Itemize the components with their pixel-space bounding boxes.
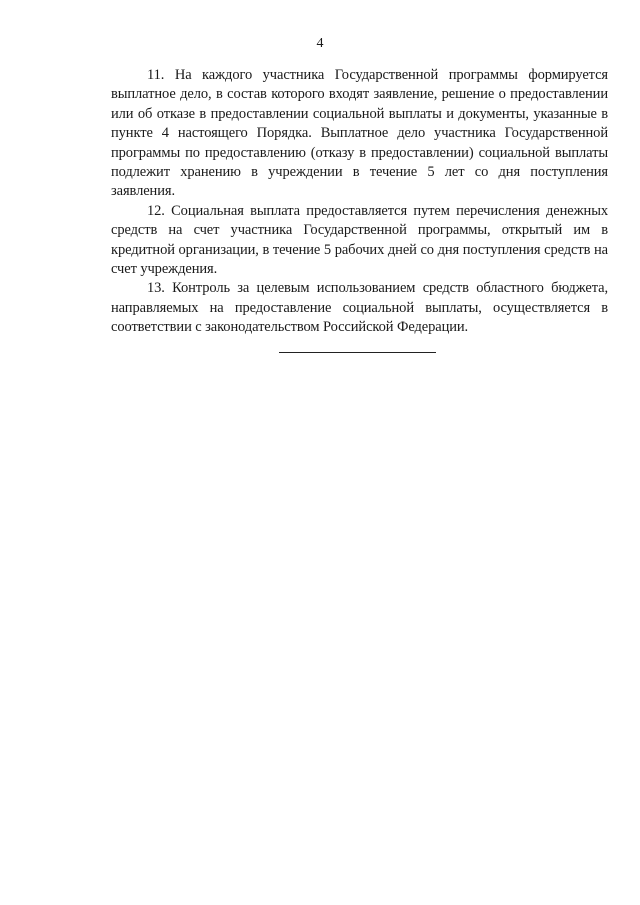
paragraph-13: 13. Контроль за целевым использованием средств областного бюджета, направляемых на предоставление социальной выплаты, осуществляется в соответствии с законодательством Российской Федерации. — [111, 280, 608, 336]
end-of-document-rule — [279, 352, 436, 353]
paragraph-11: 11. На каждого участника Государственной программы формируется выплатное дело, в состав которого входят заявление, решение о предоставлении или об отказе в предоставлении социальной выплаты и документы, указанные в пункте 4 настоящего Порядка. Выплатное дело участника Государственной программы по предоставлению (отказу в предоставлении) социальной выплаты подлежит хранению в учреждении в течение 5 лет со дня поступления заявления. — [111, 67, 608, 200]
page-number: 4 — [316, 36, 324, 51]
paragraph-12: 12. Социальная выплата предоставляется путем перечисления денежных средств на счет участника Государственной программы, открытый им в кредитной организации, в течение 5 рабочих дней со дня поступления средств на счет учреждения. — [111, 202, 608, 278]
document-body — [111, 66, 608, 338]
